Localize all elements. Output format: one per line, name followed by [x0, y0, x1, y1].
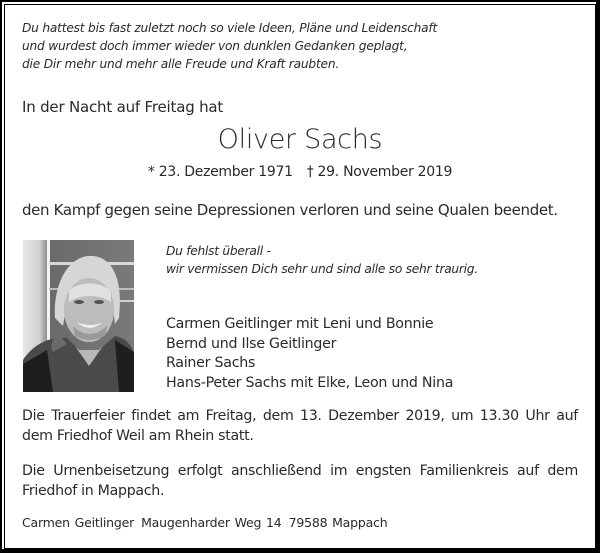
- mourner: Bernd und Ilse Geitlinger: [166, 335, 337, 352]
- verse-line: Du fehlst überall -: [166, 244, 271, 258]
- address-city: 79588 Mappach: [288, 515, 388, 530]
- contact-address: [22, 515, 387, 530]
- motto-line: und wurdest doch immer wieder von dunklen Gedanken geplagt,: [22, 39, 408, 53]
- life-dates: [0, 164, 600, 180]
- mourner: Hans-Peter Sachs mit Elke, Leon und Nina: [166, 374, 454, 391]
- portrait-photo: [23, 240, 134, 392]
- death-date: † 29. November 2019: [306, 164, 453, 180]
- address-street: Maugenharder Weg 14: [141, 515, 282, 530]
- funeral-info: Die Trauerfeier findet am Freitag, dem 13. Dezember 2019, um 13.30 Uhr auf dem Friedhof Weil am Rhein statt.: [22, 408, 578, 444]
- motto-verse: [22, 19, 437, 73]
- mourner: Rainer Sachs: [166, 355, 256, 371]
- portrait-image: [23, 240, 134, 392]
- memorial-verse: [166, 242, 478, 278]
- mourner: Carmen Geitlinger mit Leni und Bonnie: [166, 316, 434, 332]
- birth-date: * 23. Dezember 1971: [147, 164, 293, 180]
- mourners-list: [166, 315, 453, 393]
- verse-line: wir vermissen Dich sehr und sind alle so sehr traurig.: [166, 262, 478, 276]
- intro-text: In der Nacht auf Freitag hat: [22, 98, 224, 116]
- motto-line: Du hattest bis fast zuletzt noch so viele Ideen, Pläne und Leidenschaft: [22, 21, 438, 35]
- statement-text: den Kampf gegen seine Depressionen verloren und seine Qualen beendet.: [22, 201, 558, 219]
- address-name: Carmen Geitlinger: [22, 515, 135, 530]
- deceased-name: Oliver Sachs: [217, 124, 383, 155]
- urn-burial-info: Die Urnenbeisetzung erfolgt anschließend im engsten Familienkreis auf dem Friedhof in Mappach.: [22, 463, 578, 499]
- motto-line: die Dir mehr und mehr alle Freude und Kraft raubten.: [22, 57, 340, 71]
